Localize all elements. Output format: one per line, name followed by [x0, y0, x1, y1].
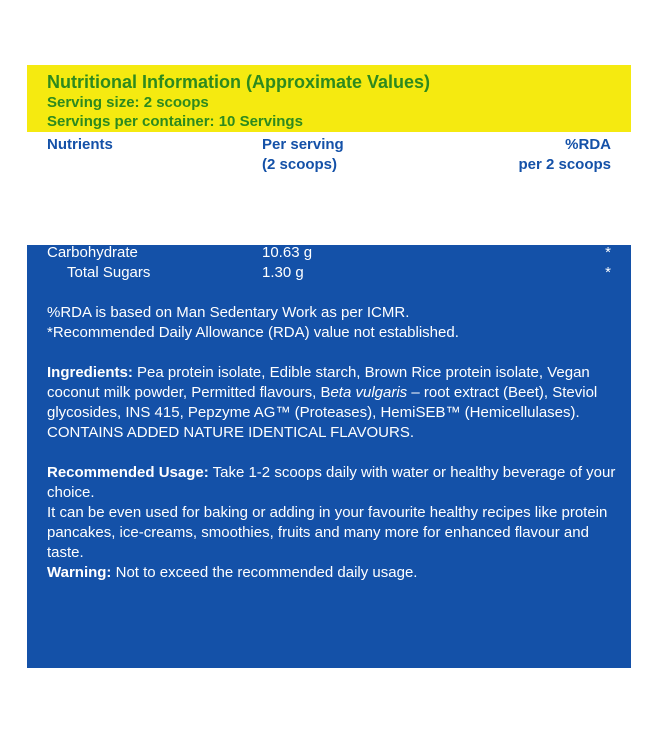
warning-text: Not to exceed the recommended daily usage.: [111, 564, 418, 581]
ingredients-text: Pea protein isolate, Edible starch, Brown Rice protein isolate, Vegan coconut milk powder, Permitted flavours, B: [47, 364, 590, 401]
nutrient-rda: *: [605, 244, 611, 261]
nutrient-name: Energy: [47, 184, 95, 201]
warning-label: Warning:: [47, 564, 112, 581]
nutrient-rda: 7.41%: [568, 184, 611, 201]
rda-header: %RDA: [565, 136, 611, 153]
usage-label: Recommended Usage:: [47, 464, 209, 481]
table-row: [27, 223, 631, 243]
contains-flavours: CONTAINS ADDED NATURE IDENTICAL FLAVOURS.: [47, 424, 414, 441]
table-row: [27, 203, 631, 223]
usage-paragraph: [47, 463, 617, 503]
nutrients-header: Nutrients: [47, 136, 113, 153]
footnote-rda: *Recommended Daily Allowance (RDA) value not established.: [47, 324, 459, 341]
rda-subheader: per 2 scoops: [518, 156, 611, 173]
nutrient-name: Total Sugars: [67, 264, 151, 281]
ingredients-paragraph: [47, 363, 617, 423]
table-row: [27, 243, 631, 263]
nutrient-name: Carbohydrate: [47, 244, 138, 261]
table-row: [27, 263, 631, 283]
nutrient-rda: *: [605, 264, 611, 281]
title-banner: [27, 65, 631, 132]
nutrient-value: 30 g: [262, 224, 292, 241]
nutrition-panel: [27, 65, 631, 668]
nutrient-value: 1.30 g: [262, 264, 304, 281]
nutrient-value: 1.04 g: [262, 204, 304, 221]
usage-section: [47, 463, 617, 563]
warning-section: [47, 563, 617, 583]
ingredients-italic: eta vulgaris: [330, 384, 408, 401]
ingredients-section: [47, 363, 617, 443]
nutrient-value: 10.63 g: [262, 244, 313, 261]
nutrient-name: Fat: [47, 204, 69, 221]
warning-paragraph: [47, 563, 617, 583]
ingredients-label: Ingredients:: [47, 364, 133, 381]
serving-size: Serving size: 2 scoops: [47, 94, 209, 111]
nutrient-rda: 50%: [580, 224, 611, 241]
rda-footnotes: [47, 303, 617, 343]
ingredients-text-cont: – root extract (Beet), Steviol glycosides, INS 415, Pepzyme AG™ (Proteases), HemiSEB™ (Hemicellulases).: [47, 384, 598, 421]
usage-extra: It can be even used for baking or adding in your favourite healthy recipes like protein pancakes, ice-creams, smoothies, fruits and many more for enhanced flavour and taste.: [47, 504, 608, 561]
panel-title: Nutritional Information (Approximate Values): [47, 72, 431, 92]
nutrient-value: 171.88 kcal: [262, 184, 339, 201]
nutrient-name: Protein: [47, 224, 95, 241]
footnote-icmr: %RDA is based on Man Sedentary Work as per ICMR.: [47, 304, 410, 321]
per-serving-subheader: (2 scoops): [262, 156, 338, 173]
usage-text: Take 1-2 scoops daily with water or healthy beverage of your choice.: [47, 464, 616, 501]
servings-per-container: Servings per container: 10 Servings: [47, 113, 303, 130]
nutrient-rda: 4.16%: [568, 204, 611, 221]
per-serving-header: Per serving: [262, 136, 344, 153]
table-row: [27, 183, 631, 203]
